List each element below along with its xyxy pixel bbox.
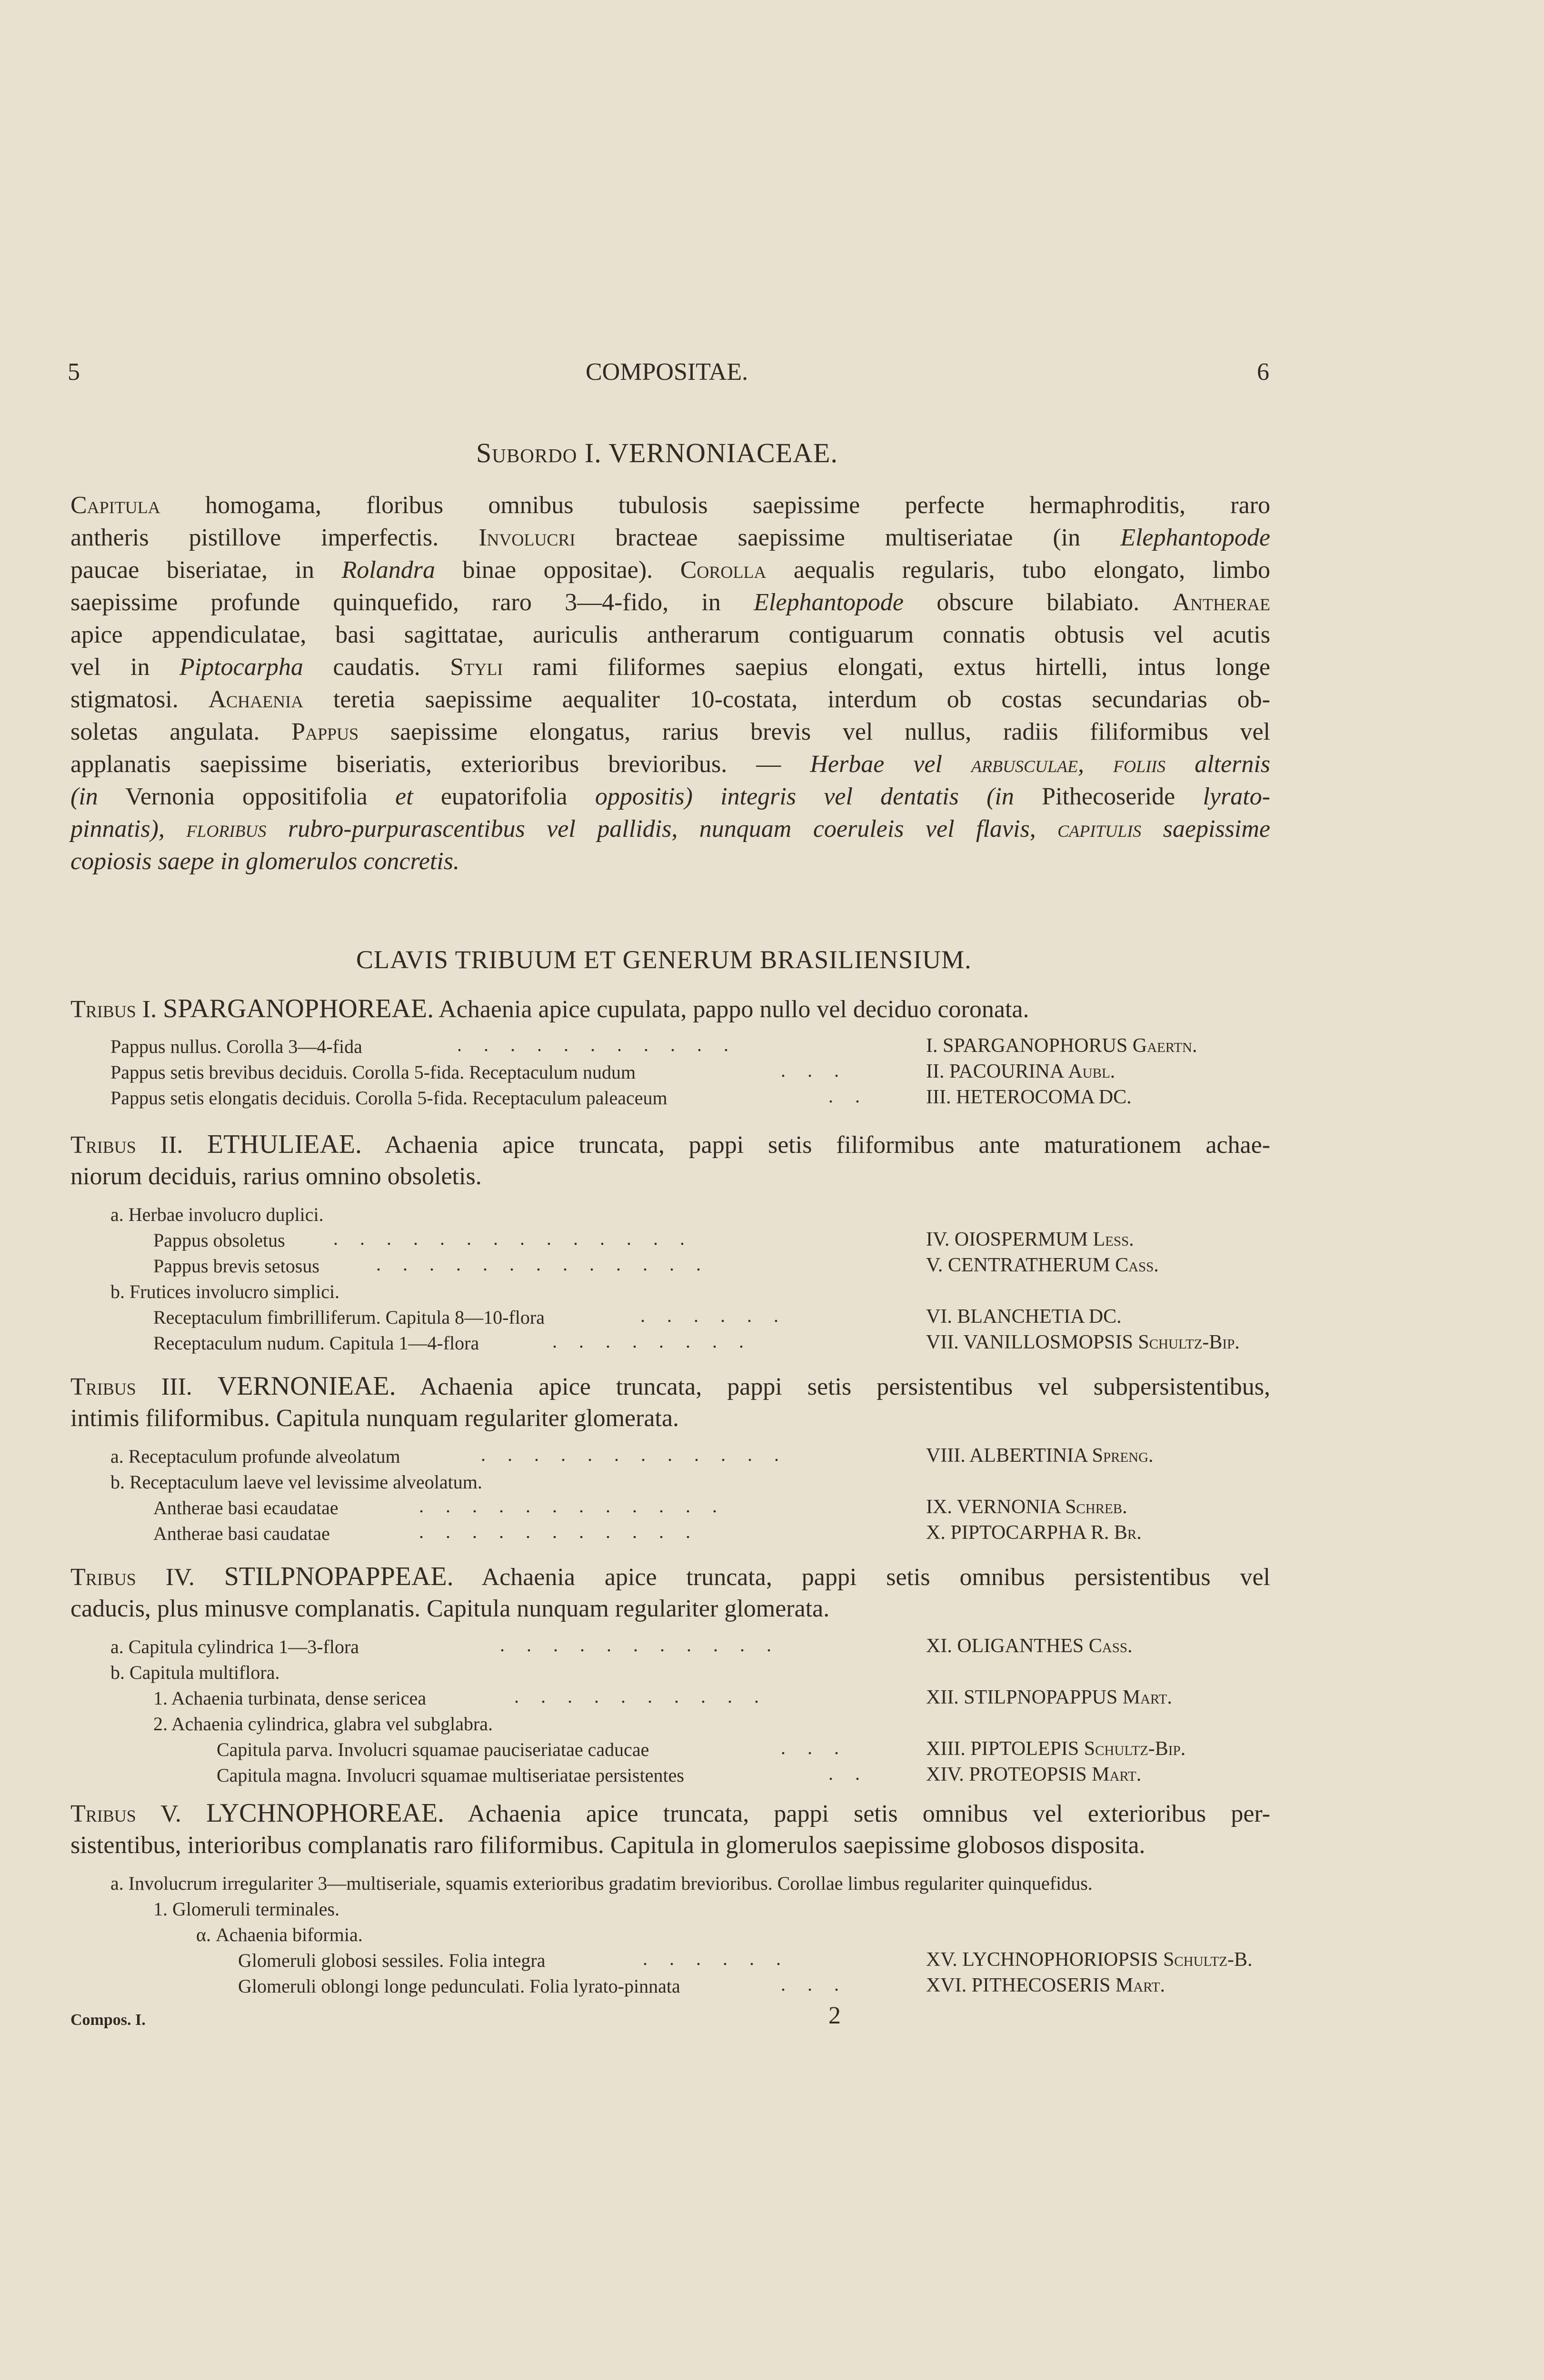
key-entry-text: Capitula parva. Involucri squamae pauciseriatae caducae: [217, 1739, 649, 1760]
key-entry-text: b. Frutices involucro simplici.: [110, 1281, 340, 1302]
genus-name: XV. LYCHNOPHORIOPSIS Schultz-B.: [926, 1949, 1253, 1971]
tribus-text-line: Tribus III. VERNONIEAE. Achaenia apice truncata, pappi setis persistentibus vel subpersistentibus,: [70, 1371, 1270, 1401]
key-entry-text: α. Achaenia biformia.: [196, 1924, 363, 1945]
clavis-title: CLAVIS TRIBUUM ET GENERUM BRASILIENSIUM.: [356, 945, 972, 974]
leader-dots: . . . . . . . . . .: [514, 1686, 767, 1707]
tribus-1-heading: [70, 992, 1270, 1025]
leader-dots: . . .: [781, 1973, 847, 1995]
tribus-text-line: Tribus I. SPARGANOPHOREAE. Achaenia apice cupulata, pappo nullo vel deciduo coronata.: [70, 994, 1029, 1023]
description-line: applanatis saepissime biseriatis, exterioribus brevioribus. — Herbae vel arbusculae, foliis alternis: [70, 751, 1271, 778]
subordo-name: I. VERNONIACEAE.: [584, 437, 838, 468]
key-entry-text: Capitula magna. Involucri squamae multiseriatae persistentes: [217, 1765, 684, 1786]
key-entry-text: Antherae basi caudatae: [153, 1523, 330, 1544]
tribus-4-heading: [70, 1560, 1270, 1625]
description-line: stigmatosi. Achaenia teretia saepissime aequaliter 10-costata, interdum ob costas secundarias ob-: [70, 686, 1271, 713]
leader-dots: . . . . . . . . . . . . .: [376, 1253, 709, 1275]
key-entry-text: Pappus brevis setosus: [153, 1255, 319, 1277]
genus-name: IX. VERNONIA Schreb.: [926, 1496, 1127, 1518]
key-entry-text: 2. Achaenia cylindrica, glabra vel subglabra.: [153, 1713, 493, 1735]
signature-mark: Compos. I.: [70, 2011, 146, 2029]
page-number-right: 6: [1257, 358, 1269, 386]
description-line: Capitula homogama, floribus omnibus tubulosis saepissime perfecte hermaphroditis, raro: [70, 492, 1270, 519]
leader-dots: . . . . . . . . . . . . . .: [333, 1228, 693, 1249]
genus-name: VII. VANILLOSMOPSIS Schultz-Bip.: [926, 1331, 1240, 1353]
key-entry-text: Pappus obsoletus: [153, 1230, 285, 1251]
leader-dots: . . . . . . . . . . .: [419, 1521, 699, 1542]
tribus-text-line: Tribus IV. STILPNOPAPPEAE. Achaenia apice truncata, pappi setis omnibus persistentibus vel: [70, 1562, 1270, 1591]
subordo-heading: [476, 437, 838, 469]
genus-name: VIII. ALBERTINIA Spreng.: [926, 1445, 1154, 1467]
description-line: vel in Piptocarpha caudatis. Styli rami filiformes saepius elongati, extus hirtelli, intus longe: [70, 654, 1271, 681]
genus-name: XII. STILPNOPAPPUS Mart.: [926, 1686, 1172, 1708]
description-line: apice appendiculatae, basi sagittatae, auriculis antherarum contiguarum connatis obtusis vel acutis: [70, 621, 1270, 648]
tribus-text-line: Tribus II. ETHULIEAE. Achaenia apice truncata, pappi setis filiformibus ante maturationem achae-: [70, 1130, 1270, 1159]
leader-dots: . . . . . .: [640, 1305, 787, 1326]
genus-name: V. CENTRATHERUM Cass.: [926, 1254, 1159, 1276]
genus-name: II. PACOURINA Aubl.: [926, 1061, 1116, 1082]
genus-name: VI. BLANCHETIA DC.: [926, 1306, 1122, 1328]
leader-dots: . . . . . . . . . . . .: [419, 1495, 726, 1517]
key-entry-text: Pappus nullus. Corolla 3—4-fida: [110, 1036, 362, 1057]
leader-dots: . . .: [781, 1737, 847, 1758]
leader-dots: . . . . . . . .: [552, 1330, 752, 1352]
key-entry-text: Receptaculum nudum. Capitula 1—4-flora: [153, 1332, 479, 1354]
key-entry-text: a. Receptaculum profunde alveolatum: [110, 1446, 400, 1467]
sheet-number: 2: [828, 2002, 841, 2029]
genus-name: IV. OIOSPERMUM Less.: [926, 1229, 1134, 1250]
description-line: saepissime profunde quinquefido, raro 3—4-fido, in Elephantopode obscure bilabiato. Antherae: [70, 589, 1270, 616]
key-entry-text: b. Capitula multiflora.: [110, 1662, 280, 1683]
description-line: (in Vernonia oppositifolia et eupatorifolia oppositis) integris vel dentatis (in Pithecoseride lyrato-: [70, 783, 1270, 810]
key-entry-text: Glomeruli globosi sessiles. Folia integra: [238, 1950, 546, 1971]
leader-dots: . . . . . .: [643, 1948, 789, 1969]
genus-name: III. HETEROCOMA DC.: [926, 1086, 1132, 1108]
genus-name: XVI. PITHECOSERIS Mart.: [926, 1974, 1165, 1996]
tribus-text-line: caducis, plus minusve complanatis. Capitula nunquam regulariter glomerata.: [70, 1595, 830, 1622]
description-line: soletas angulata. Pappus saepissime elongatus, rarius brevis vel nullus, radiis filiformibus vel: [70, 718, 1270, 745]
running-title: COMPOSITAE.: [586, 358, 748, 386]
description-line: antheris pistillove imperfectis. Involucri bracteae saepissime multiseriatae (in Elephantopode: [70, 524, 1271, 551]
key-entry-text: 1. Achaenia turbinata, dense sericea: [153, 1687, 427, 1709]
leader-dots: . .: [828, 1763, 868, 1784]
description-line: pinnatis), floribus rubro-purpurascentibus vel pallidis, nunquam coeruleis vel flavis, capitulis saepissime: [70, 815, 1270, 843]
tribus-2-heading: [70, 1128, 1270, 1193]
key-entry-text: Receptaculum fimbrilliferum. Capitula 8—10-flora: [153, 1307, 545, 1328]
description-line: paucae biseriatae, in Rolandra binae oppositae). Corolla aequalis regularis, tubo elongato, limbo: [70, 556, 1271, 584]
leader-dots: . . . . . . . . . . .: [500, 1634, 780, 1656]
tribus-text-line: Tribus V. LYCHNOPHOREAE. Achaenia apice truncata, pappi setis omnibus vel exterioribus per-: [70, 1798, 1270, 1828]
key-entry-text: a. Capitula cylindrica 1—3-flora: [110, 1636, 359, 1657]
genus-name: X. PIPTOCARPHA R. Br.: [926, 1522, 1142, 1544]
tribus-text-line: intimis filiformibus. Capitula nunquam regulariter glomerata.: [70, 1405, 679, 1432]
tribus-5-heading: [70, 1797, 1270, 1862]
key-entry-text: Pappus setis elongatis deciduis. Corolla 5-fida. Receptaculum paleaceum: [110, 1087, 667, 1109]
tribus-text-line: niorum deciduis, rarius omnino obsoletis.: [70, 1163, 482, 1190]
leader-dots: . . .: [781, 1060, 847, 1081]
genus-name: XIV. PROTEOPSIS Mart.: [926, 1764, 1142, 1785]
key-entry-text: Glomeruli oblongi longe pedunculati. Folia lyrato-pinnata: [238, 1975, 680, 1997]
genus-name: XIII. PIPTOLEPIS Schultz-Bip.: [926, 1738, 1186, 1760]
genus-name: XI. OLIGANTHES Cass.: [926, 1635, 1133, 1657]
subordo-prefix: Subordo: [476, 437, 578, 468]
key-entry-text: Antherae basi ecaudatae: [153, 1497, 339, 1518]
key-entry-text: a. Herbae involucro duplici.: [110, 1204, 324, 1225]
key-entry-text: b. Receptaculum laeve vel levissime alveolatum.: [110, 1471, 482, 1493]
description-line: copiosis saepe in glomerulos concretis.: [70, 848, 459, 875]
key-entry-text: a. Involucrum irregulariter 3—multiseriale, squamis exterioribus gradatim brevioribus. Corollae limbus regulariter quinquefidus.: [110, 1873, 1093, 1894]
key-entry-text: Pappus setis brevibus deciduis. Corolla 5-fida. Receptaculum nudum: [110, 1061, 636, 1083]
genus-name: I. SPARGANOPHORUS Gaertn.: [926, 1035, 1197, 1057]
tribus-text-line: sistentibus, interioribus complanatis raro filiformibus. Capitula in glomerulos saepissime globosos disposita.: [70, 1832, 1146, 1859]
leader-dots: . . . . . . . . . . . .: [481, 1444, 787, 1465]
key-entry-text: 1. Glomeruli terminales.: [153, 1898, 340, 1920]
leader-dots: . . . . . . . . . . .: [457, 1034, 737, 1055]
tribus-3-heading: [70, 1370, 1270, 1435]
suborder-description: [70, 489, 1270, 878]
leader-dots: . .: [828, 1085, 868, 1107]
page-number-left: 5: [68, 358, 80, 386]
